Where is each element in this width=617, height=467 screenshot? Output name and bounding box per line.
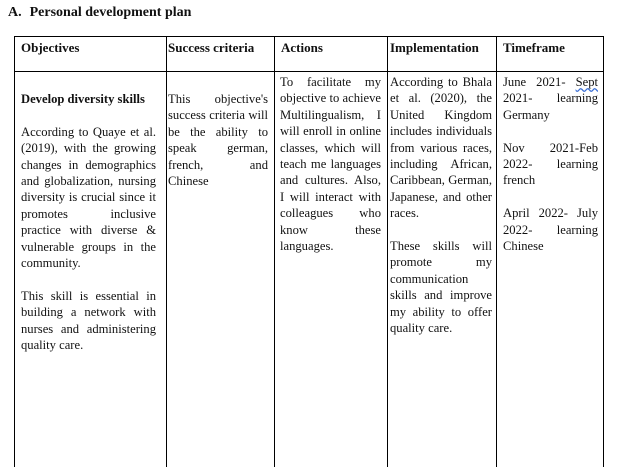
spellcheck-flagged-word[interactable]: Sept: [575, 75, 598, 89]
timeframe-item: [503, 74, 598, 123]
objective-paragraph: This skill is essential in building a network with nurses and administering quality care.: [21, 288, 156, 353]
header-success-criteria: Success criteria: [168, 40, 255, 55]
column-divider: [387, 37, 388, 467]
header-objectives: Objectives: [21, 40, 80, 55]
column-divider: [274, 37, 275, 467]
implementation-cell: [390, 74, 492, 336]
column-divider: [166, 37, 167, 467]
header-implementation: Implementation: [390, 40, 479, 55]
timeframe-cell: [503, 74, 598, 254]
section-heading: [8, 5, 191, 21]
timeframe-item-start: June 2021-: [503, 75, 566, 89]
development-plan-table: [14, 36, 604, 467]
header-row-divider: [15, 71, 604, 72]
objective-title: Develop diversity skills: [21, 92, 145, 106]
header-timeframe: Timeframe: [503, 40, 565, 55]
implementation-paragraph: According to Bhala et al. (2020), the United Kingdom includes individuals from various races, including African, Caribbean, German, Japanese, and other races.: [390, 75, 492, 221]
actions-cell: To facilitate my objective to achieve Multilingualism, I will enroll in online classes, which will teach me languages and cultures. Also, I will interact with colleagues who know these languages.: [280, 75, 381, 254]
objectives-cell: [21, 91, 156, 353]
success-criteria-cell: This objective's success criteria will be the ability to speak german, french, and Chinese: [168, 92, 268, 189]
section-number: A.: [8, 5, 22, 20]
timeframe-item-rest: 2021- learning Germany: [503, 91, 598, 122]
implementation-paragraph: These skills will promote my communication skills and improve my ability to offer quality care.: [390, 239, 492, 336]
section-title: Personal development plan: [29, 5, 192, 20]
column-divider: [496, 37, 497, 467]
header-actions: Actions: [281, 40, 323, 55]
objective-paragraph: According to Quaye et al. (2019), with the growing changes in demographics and globalization, nursing diversity is crucial since it promotes inclusive practice with diverse & vulnerable groups in the community.: [21, 124, 156, 271]
timeframe-item: Nov 2021-Feb 2022- learning french: [503, 140, 598, 188]
column-divider: [603, 37, 604, 467]
timeframe-item: April 2022- July 2022- learning Chinese: [503, 206, 598, 254]
